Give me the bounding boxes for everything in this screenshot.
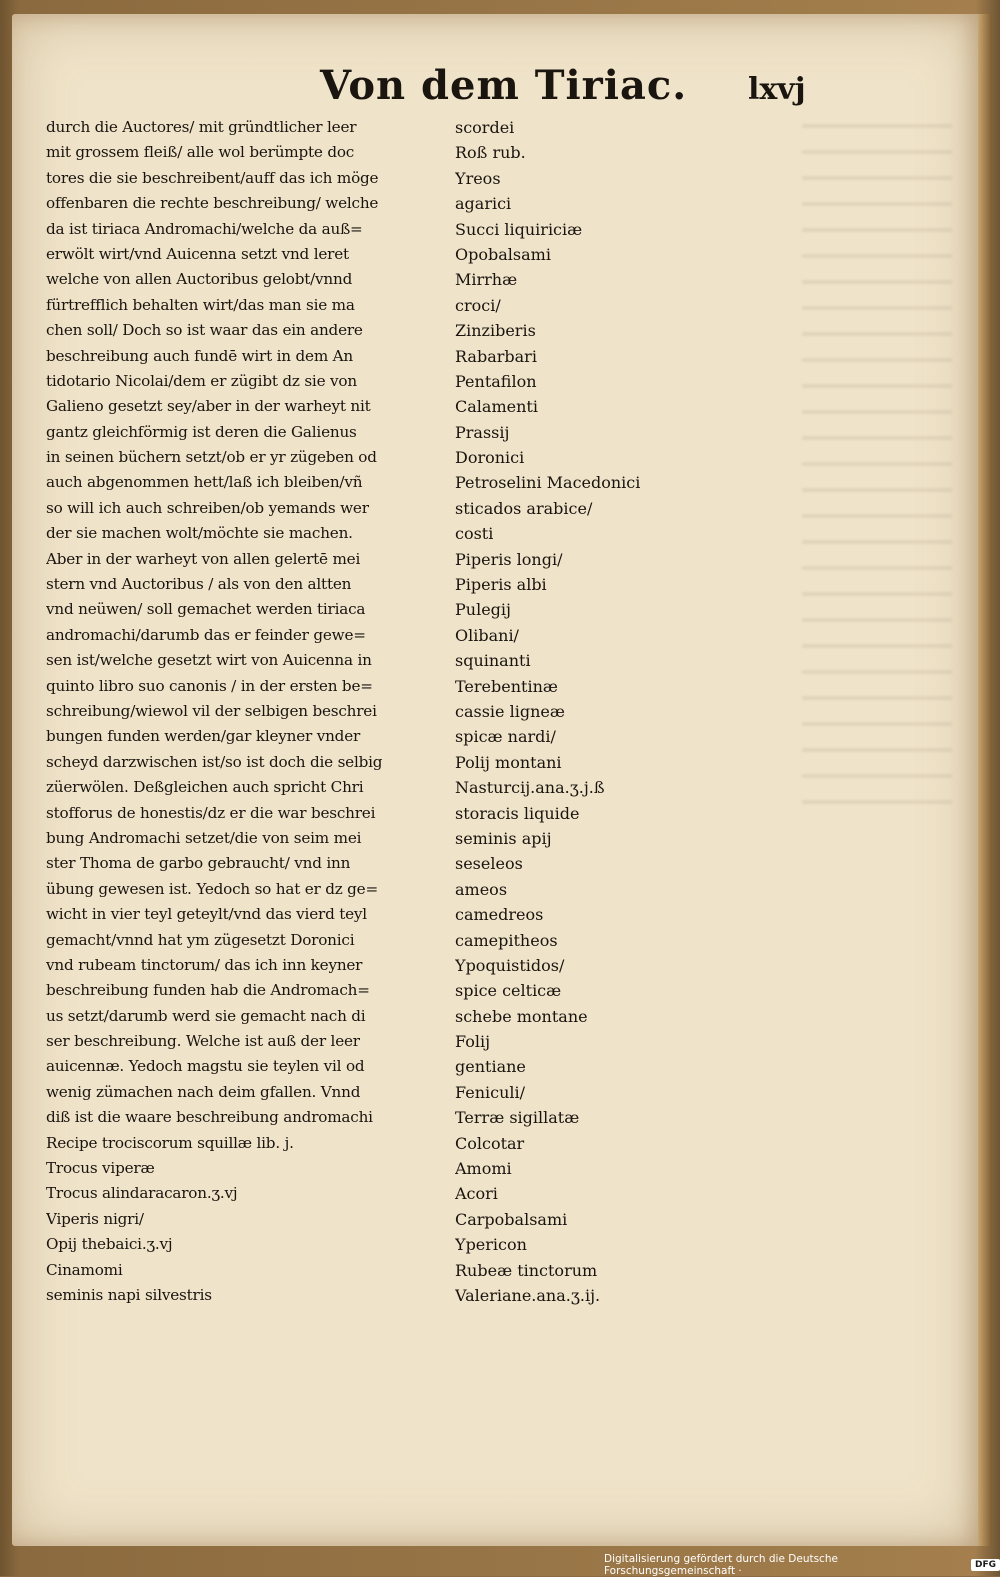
credit-text: Digitalisierung gefördert durch die Deutsche Forschungsgemeinschaft ·: [604, 1553, 838, 1577]
ingredient-line: Piperis longi/: [455, 549, 563, 569]
text-line: stern vnd Auctoribus / als von den altten: [46, 575, 352, 594]
ingredient-line: storacis liquide: [455, 803, 580, 823]
text-line: scheyd darzwischen ist/so ist doch die selbig: [46, 752, 383, 771]
text-line: welche von allen Auctoribus gelobt/vnnd: [46, 270, 353, 289]
text-line: beschreibung auch fundē wirt in dem An: [46, 346, 354, 365]
ingredient-line: Petroselini Macedonici: [455, 473, 641, 493]
text-line: Trocus alindaracaron.ʒ.vj: [46, 1184, 238, 1203]
ingredient-line: Terræ sigillatæ: [455, 1108, 580, 1128]
text-line: beschreibung funden hab die Andromach=: [46, 981, 370, 1000]
ingredient-list-column: [455, 115, 715, 1308]
dfg-logo: DFG: [971, 1559, 1000, 1571]
text-line: offenbaren die rechte beschreibung/ welche: [46, 194, 379, 213]
text-line: Aber in der warheyt von allen gelertē mei: [46, 549, 361, 568]
ingredient-line: Mirrhæ: [455, 270, 518, 290]
ingredient-line: Pentafilon: [455, 371, 537, 391]
text-line: übung gewesen ist. Yedoch so hat er dz ge=: [46, 879, 378, 898]
ingredient-line: Succi liquiriciæ: [455, 219, 583, 239]
text-line: tores die sie beschreibent/auff das ich möge: [46, 168, 379, 187]
text-line: vnd neüwen/ soll gemachet werden tiriaca: [46, 600, 366, 619]
text-line: da ist tiriaca Andromachi/welche da auß=: [46, 219, 363, 238]
ingredient-line: schebe montane: [455, 1006, 588, 1026]
text-line: bungen funden werden/gar kleyner vnder: [46, 727, 361, 746]
ingredient-line: croci/: [455, 295, 501, 315]
running-head: Von dem Tiriac.: [320, 62, 688, 109]
ingredient-line: Feniculi/: [455, 1082, 526, 1102]
text-line: chen soll/ Doch so ist waar das ein andere: [46, 321, 363, 340]
text-line: quinto libro suo canonis / in der ersten be=: [46, 676, 373, 695]
text-line: erwölt wirt/vnd Auicenna setzt vnd leret: [46, 244, 349, 263]
ingredient-line: ameos: [455, 879, 508, 899]
ingredient-line: Polij montani: [455, 752, 562, 772]
ingredient-line: Ypoquistidos/: [455, 955, 565, 975]
text-line: auch abgenommen hett/laß ich bleiben/vñ: [46, 473, 363, 492]
ingredient-line: Doronici: [455, 448, 525, 468]
ingredient-line: costi: [455, 524, 494, 544]
ingredient-line: Carpobalsami: [455, 1209, 568, 1229]
ingredient-line: spice celticæ: [455, 981, 562, 1001]
text-line: gantz gleichförmig ist deren die Galienus: [46, 422, 357, 441]
ingredient-line: Folij: [455, 1032, 491, 1052]
text-line: Recipe trociscorum squillæ lib. j.: [46, 1133, 294, 1152]
ingredient-line: Ypericon: [455, 1235, 527, 1255]
digitization-credit: [604, 1553, 1000, 1577]
text-line: mit grossem fleiß/ alle wol berümpte doc: [46, 143, 355, 162]
ingredient-line: Prassij: [455, 422, 510, 442]
ingredient-line: Calamenti: [455, 397, 538, 417]
text-line: fürtrefflich behalten wirt/das man sie ma: [46, 295, 355, 314]
text-line: ster Thoma de garbo gebraucht/ vnd inn: [46, 854, 351, 873]
ingredient-line: Rubeæ tinctorum: [455, 1260, 598, 1280]
text-line: in seinen büchern setzt/ob er yr zügeben od: [46, 448, 377, 467]
show-through-text: [802, 124, 952, 824]
ingredient-line: camedreos: [455, 905, 544, 925]
text-line: stofforus de honestis/dz er die war beschrei: [46, 803, 376, 822]
text-line: so will ich auch schreiben/ob yemands wer: [46, 498, 369, 517]
ingredient-line: Opobalsami: [455, 244, 551, 264]
text-line: durch die Auctores/ mit gründtlicher leer: [46, 118, 357, 136]
ingredient-line: Valeriane.ana.ʒ.ij.: [455, 1285, 601, 1305]
ingredient-line: gentiane: [455, 1057, 526, 1077]
text-line: diß ist die waare beschreibung andromachi: [46, 1108, 373, 1127]
text-line: Opij thebaici.ʒ.vj: [46, 1235, 173, 1254]
ingredient-line: Rabarbari: [455, 346, 537, 366]
ingredient-line: Piperis albi: [455, 575, 547, 595]
ingredient-line: Colcotar: [455, 1133, 525, 1153]
ingredient-line: Amomi: [455, 1159, 512, 1179]
text-line: wenig zümachen nach deim gfallen. Vnnd: [46, 1082, 361, 1101]
ingredient-line: seminis apij: [455, 828, 552, 848]
text-line: us setzt/darumb werd sie gemacht nach di: [46, 1006, 366, 1025]
text-line: auicennæ. Yedoch magstu sie teylen vil od: [46, 1057, 365, 1076]
ingredient-line: spicæ nardi/: [455, 727, 556, 747]
text-line: züerwölen. Deßgleichen auch spricht Chri: [46, 778, 364, 797]
text-line: Viperis nigri/: [46, 1209, 144, 1228]
text-line: vnd rubeam tinctorum/ das ich inn keyner: [46, 955, 363, 974]
ingredient-line: Olibani/: [455, 625, 519, 645]
ingredient-line: Roß rub.: [455, 143, 526, 163]
text-line: Trocus viperæ: [46, 1159, 155, 1178]
ingredient-line: camepitheos: [455, 930, 558, 950]
ingredient-line: sticados arabice/: [455, 498, 593, 518]
ingredient-line: Zinziberis: [455, 321, 536, 341]
ingredient-line: seseleos: [455, 854, 523, 874]
ingredient-line: Acori: [455, 1184, 498, 1204]
ingredient-line: Yreos: [455, 168, 501, 188]
ingredient-line: Pulegij: [455, 600, 511, 620]
ingredient-line: scordei: [455, 118, 515, 137]
text-line: ser beschreibung. Welche ist auß der leer: [46, 1032, 360, 1051]
ingredient-line: agarici: [455, 194, 512, 214]
ingredient-line: Nasturcij.ana.ʒ.j.ß: [455, 778, 605, 798]
text-line: Cinamomi: [46, 1260, 123, 1279]
text-line: gemacht/vnnd hat ym zügesetzt Doronici: [46, 930, 355, 949]
text-line: bung Andromachi setzet/die von seim mei: [46, 828, 362, 847]
page-edge: [978, 14, 992, 1546]
text-line: andromachi/darumb das er feinder gewe=: [46, 625, 366, 644]
ingredient-line: cassie ligneæ: [455, 701, 565, 721]
ingredient-line: squinanti: [455, 651, 531, 671]
text-line: der sie machen wolt/möchte sie machen.: [46, 524, 353, 543]
left-text-column: [46, 115, 446, 1308]
text-line: sen ist/welche gesetzt wirt von Auicenna in: [46, 651, 372, 670]
text-line: wicht in vier teyl geteylt/vnd das vierd teyl: [46, 905, 367, 924]
folio-number: lxvj: [748, 72, 806, 107]
ingredient-line: Terebentinæ: [455, 676, 558, 696]
text-line: seminis napi silvestris: [46, 1285, 212, 1304]
text-line: tidotario Nicolai/dem er zügibt dz sie von: [46, 371, 357, 390]
text-line: Galieno gesetzt sey/aber in der warheyt nit: [46, 397, 371, 416]
text-line: schreibung/wiewol vil der selbigen beschrei: [46, 701, 377, 720]
